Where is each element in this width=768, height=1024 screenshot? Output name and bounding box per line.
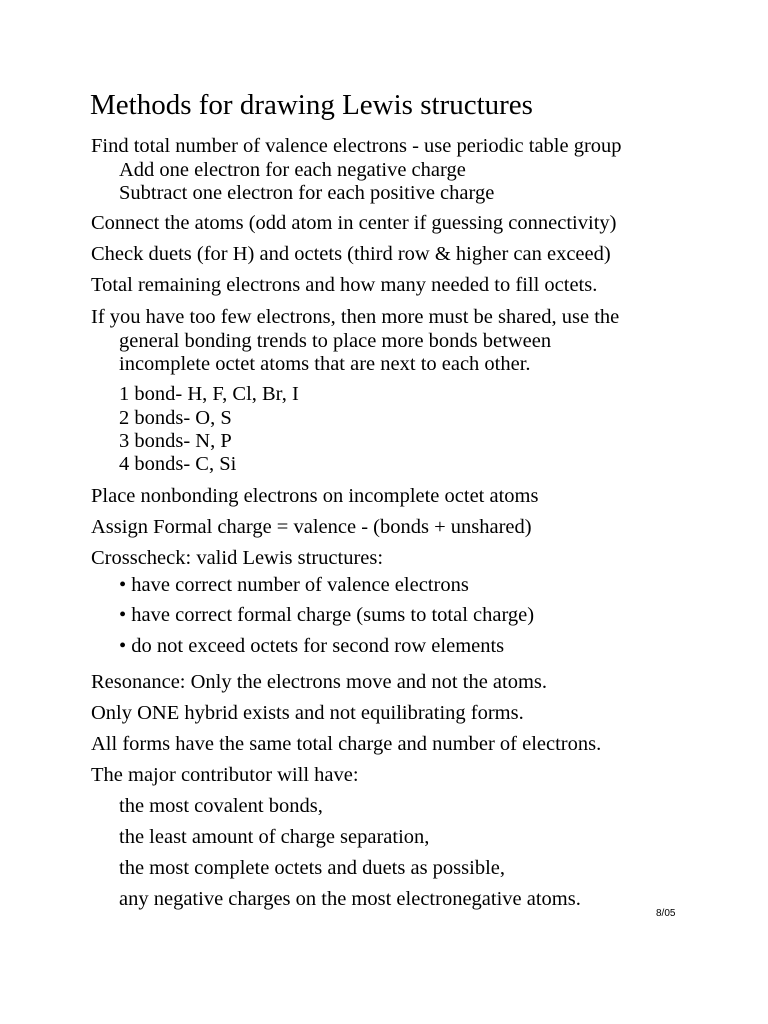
text-line-resonance: Resonance: Only the electrons move and not the atoms. <box>91 671 548 693</box>
text-line-major-contributor: The major contributor will have: <box>91 764 359 786</box>
text-line-connect-atoms: Connect the atoms (odd atom in center if guessing connectivity) <box>91 212 617 234</box>
bullet-item-valence: • have correct number of valence electrons <box>119 574 469 596</box>
text-line-four-bonds: 4 bonds- C, Si <box>119 453 237 475</box>
text-line-all-forms: All forms have the same total charge and number of electrons. <box>91 733 602 755</box>
bullet-item-octets: • do not exceed octets for second row elements <box>119 635 505 657</box>
text-line-positive-charge: Subtract one electron for each positive charge <box>119 182 495 204</box>
text-line-crosscheck: Crosscheck: valid Lewis structures: <box>91 547 384 569</box>
text-line-too-few-electrons: If you have too few electrons, then more must be shared, use the <box>91 306 620 328</box>
text-line-nonbonding-electrons: Place nonbonding electrons on incomplete octet atoms <box>91 485 539 507</box>
bullet-item-formal-charge: • have correct formal charge (sums to total charge) <box>119 604 535 626</box>
text-line-two-bonds: 2 bonds- O, S <box>119 407 232 429</box>
text-line-covalent-bonds: the most covalent bonds, <box>119 795 323 817</box>
text-line-negative-charges: any negative charges on the most electronegative atoms. <box>119 888 581 910</box>
text-line-bonding-trends: general bonding trends to place more bonds between <box>119 330 552 352</box>
text-line-check-duets: Check duets (for H) and octets (third row & higher can exceed) <box>91 243 611 265</box>
text-line-negative-charge: Add one electron for each negative charge <box>119 159 466 181</box>
page-title: Methods for drawing Lewis structures <box>90 89 533 121</box>
text-line-one-hybrid: Only ONE hybrid exists and not equilibrating forms. <box>91 702 524 724</box>
text-line-remaining-electrons: Total remaining electrons and how many needed to fill octets. <box>91 274 598 296</box>
text-line-three-bonds: 3 bonds- N, P <box>119 430 232 452</box>
text-line-complete-octets: the most complete octets and duets as possible, <box>119 857 506 879</box>
text-line-incomplete-octet: incomplete octet atoms that are next to each other. <box>119 353 531 375</box>
text-line-valence: Find total number of valence electrons - use periodic table group <box>91 135 622 157</box>
page-date-footer: 8/05 <box>656 908 676 919</box>
text-line-charge-separation: the least amount of charge separation, <box>119 826 430 848</box>
text-line-one-bond: 1 bond- H, F, Cl, Br, I <box>119 383 299 405</box>
text-line-formal-charge: Assign Formal charge = valence - (bonds + unshared) <box>91 516 532 538</box>
